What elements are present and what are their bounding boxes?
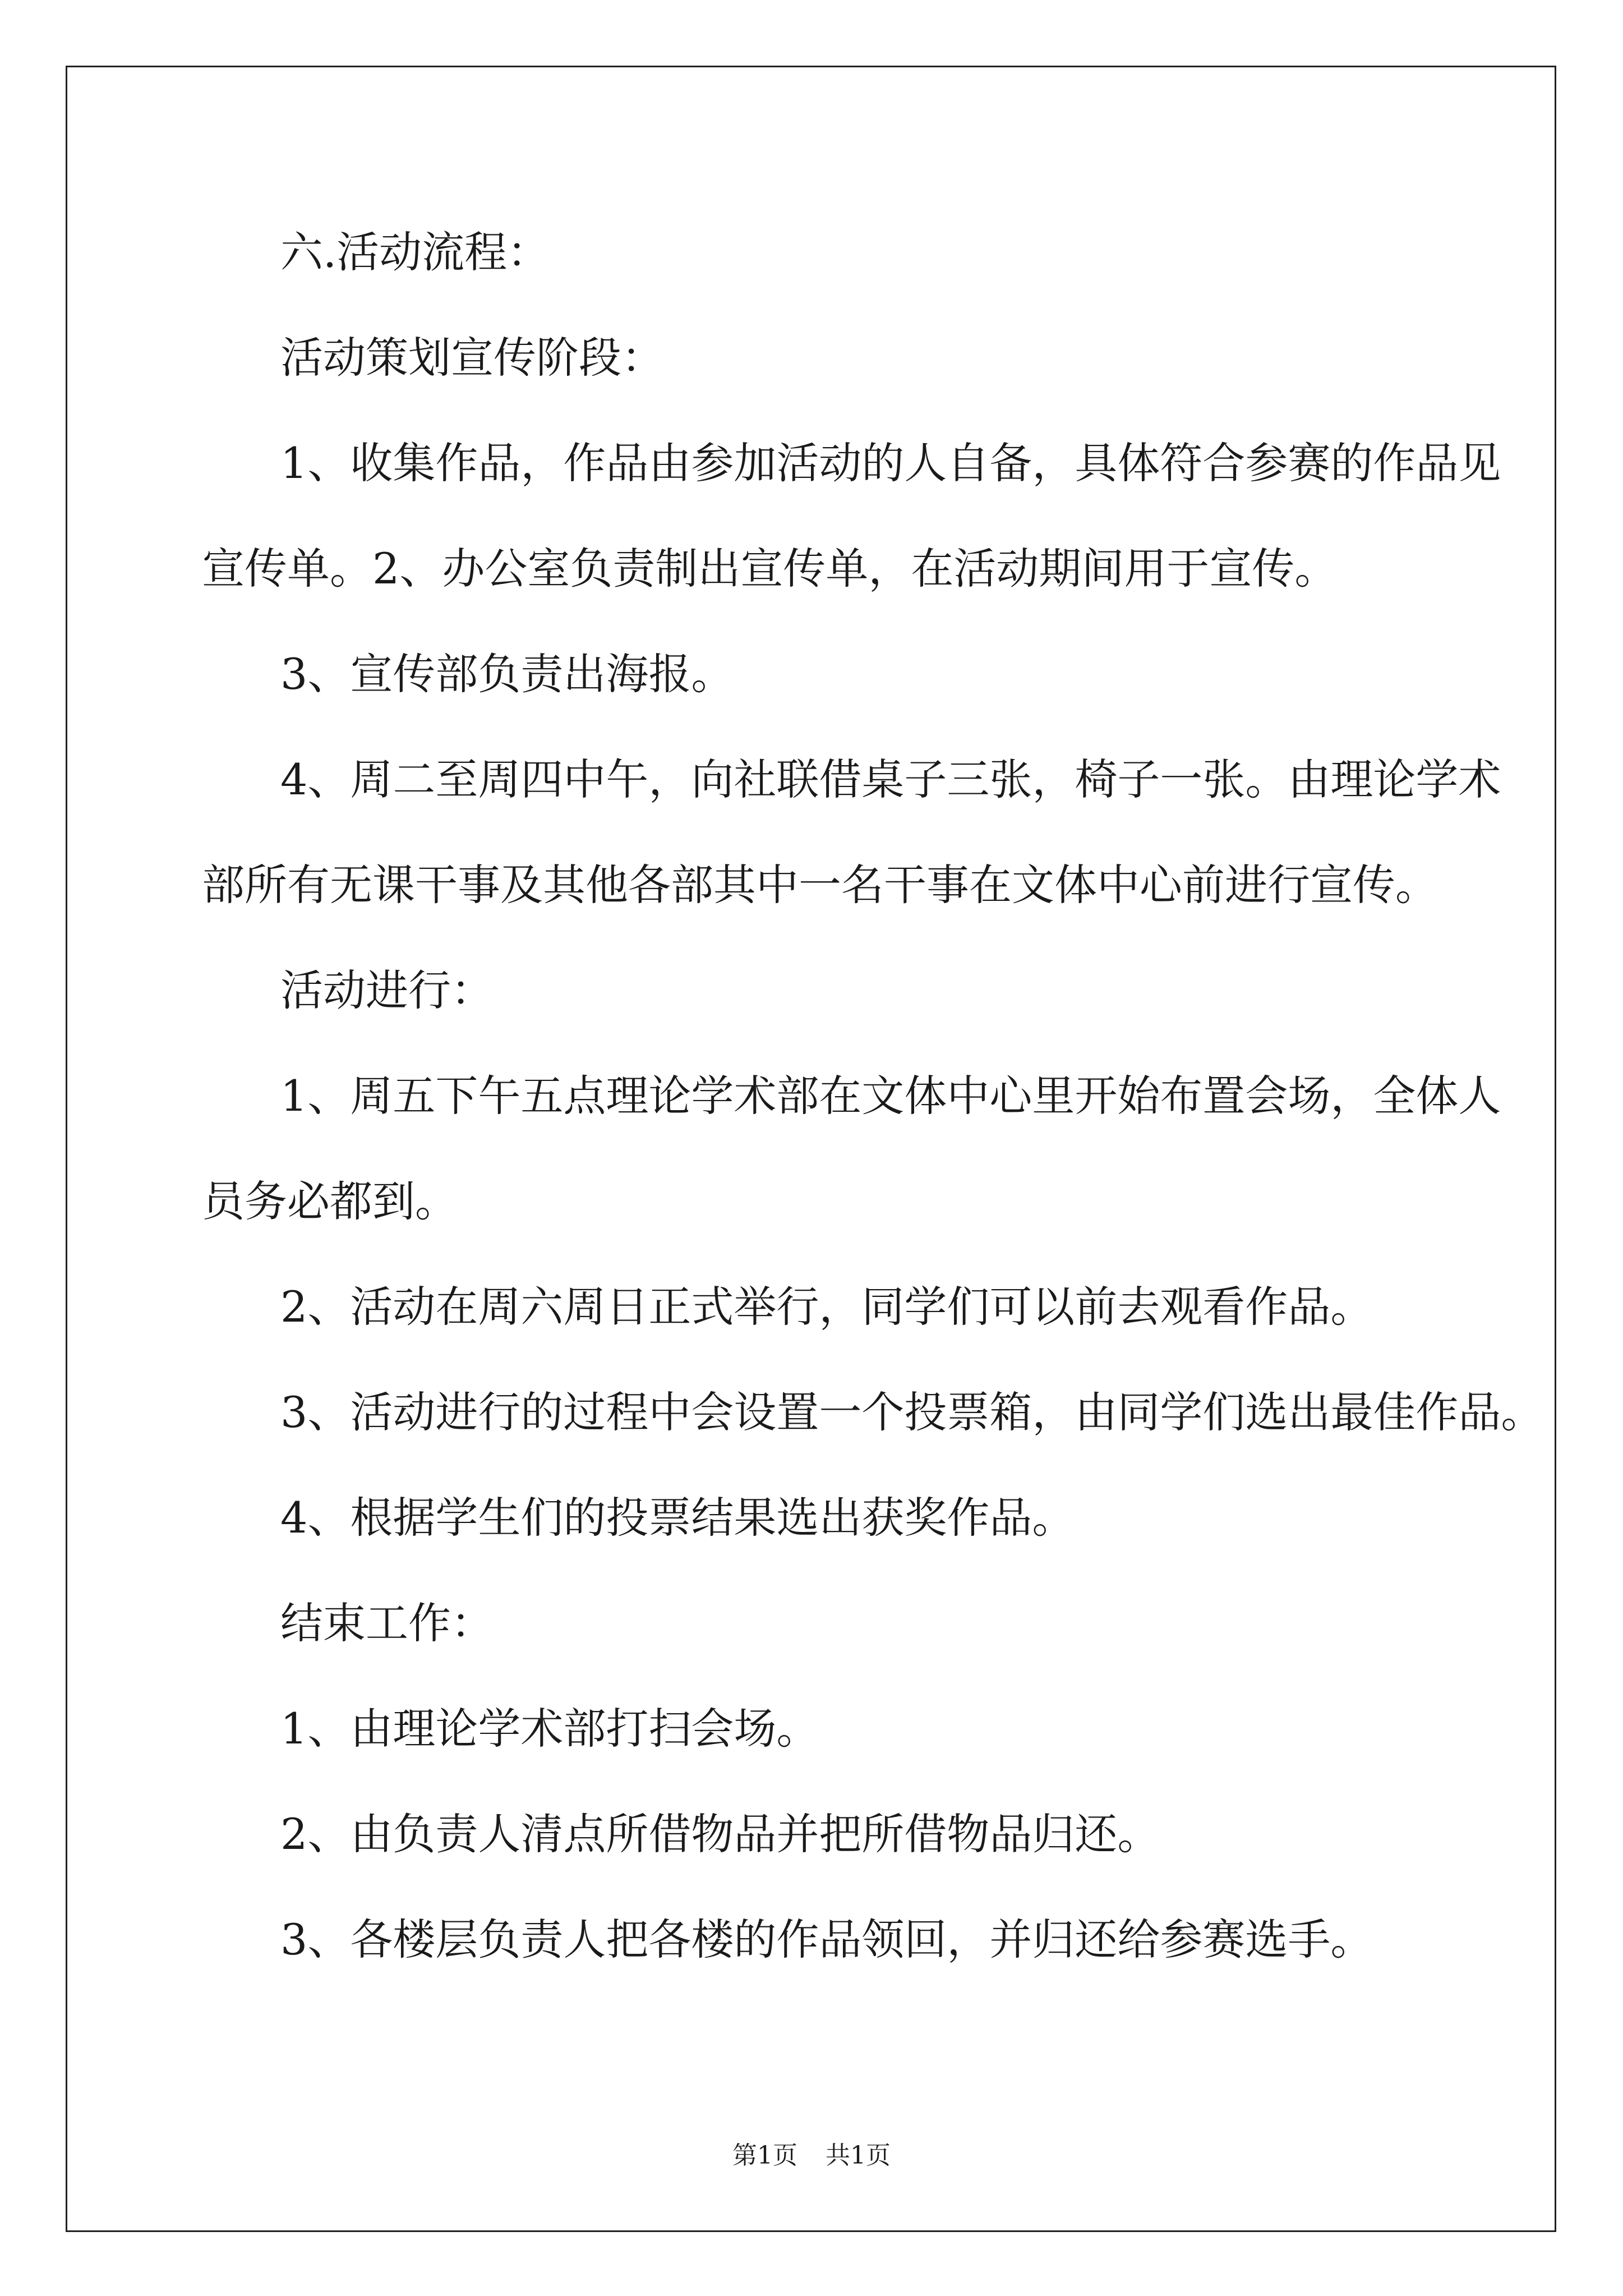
page-number: 第1页 [732, 2141, 797, 2170]
page-border [66, 66, 1556, 2232]
paragraph-line: 部所有无课干事及其他各部其中一名干事在文体中心前进行宣传。 [202, 860, 1438, 910]
paragraph-line: 宣传单。2、办公室负责制出宣传单，在活动期间用于宣传。 [202, 544, 1338, 593]
paragraph-line: 3、各楼层负责人把各楼的作品领回，并归还给参赛选手。 [280, 1915, 1373, 1964]
subheading-planning: 活动策划宣传阶段： [280, 333, 664, 383]
paragraph-line: 4、周二至周四中午，向社联借桌子三张，椅子一张。由理论学术 [280, 754, 1501, 804]
paragraph-line: 3、活动进行的过程中会设置一个投票箱，由同学们选出最佳作品。 [280, 1387, 1544, 1437]
section-heading: 六.活动流程： [280, 227, 550, 277]
paragraph-line: 1、收集作品，作品由参加活动的人自备，具体符合参赛的作品见 [280, 438, 1501, 488]
subheading-activity: 活动进行： [280, 965, 494, 1015]
page-total: 共1页 [826, 2141, 891, 2170]
subheading-closing: 结束工作： [280, 1598, 494, 1648]
paragraph-line: 2、活动在周六周日正式举行，同学们可以前去观看作品。 [280, 1282, 1373, 1332]
paragraph-line: 员务必都到。 [202, 1176, 458, 1226]
page-footer [0, 2142, 1623, 2170]
paragraph-line: 1、由理论学术部打扫会场。 [280, 1704, 819, 1754]
paragraph-line: 4、根据学生们的投票结果选出获奖作品。 [280, 1493, 1075, 1543]
paragraph-line: 1、周五下午五点理论学术部在文体中心里开始布置会场，全体人 [280, 1071, 1501, 1121]
paragraph-line: 3、宣传部负责出海报。 [280, 649, 734, 699]
paragraph-line: 2、由负责人清点所借物品并把所借物品归还。 [280, 1809, 1160, 1859]
